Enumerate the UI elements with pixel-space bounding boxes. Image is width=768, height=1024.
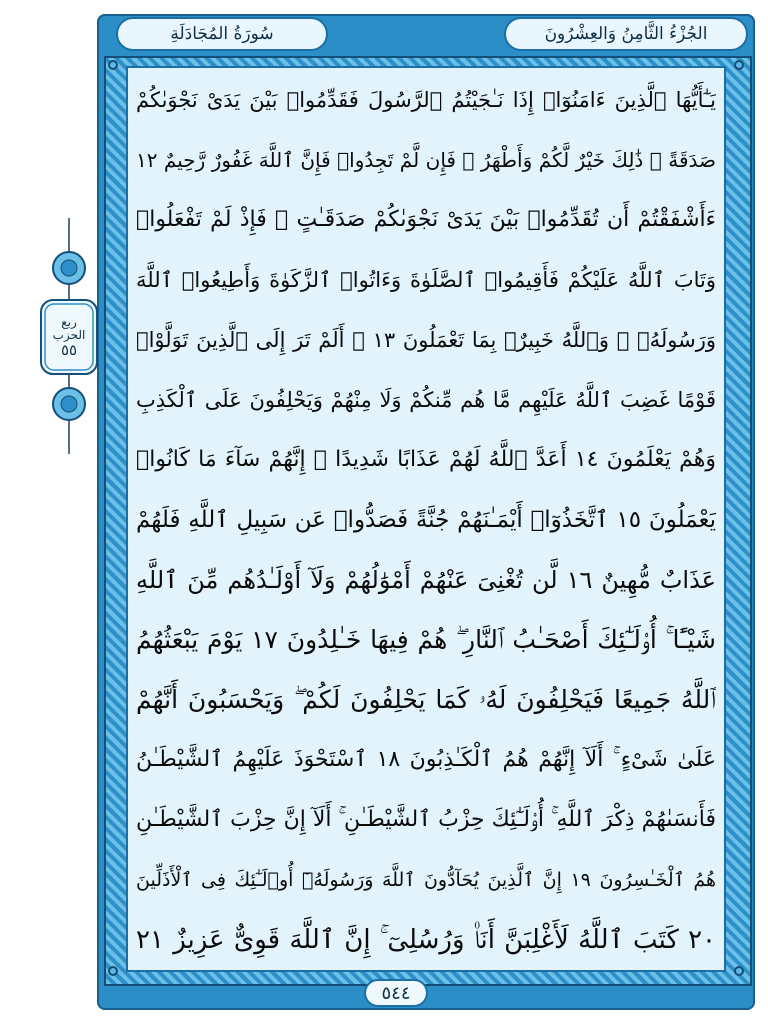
hizb-marker xyxy=(40,302,98,372)
corner-ornament-top-right xyxy=(734,60,744,70)
corner-ornament-bottom-right xyxy=(734,966,744,976)
verse-line-7: وَهُمْ يَعْلَمُونَ ١٤ أَعَدَّ ٱللَّهُ لَهُمْ عَذَابًا شَدِيدًا ۖ إِنَّهُمْ سَآءَ مَا كَانُوا۟ xyxy=(136,447,716,472)
verse-line-10: شَيْـًٔا ۚ أُو۟لَـٰٓئِكَ أَصْحَـٰبُ ٱلنَّارِ ۖ هُمْ فِيهَا خَـٰلِدُونَ ١٧ يَوْمَ يَبْعَثُهُمُ xyxy=(136,625,716,654)
verse-line-11: ٱللَّهُ جَمِيعًا فَيَحْلِفُونَ لَهُۥ كَمَا يَحْلِفُونَ لَكُمْ ۖ وَيَحْسَبُونَ أَنَّهُمْ xyxy=(136,685,716,714)
verse-line-14: هُمُ ٱلْخَـٰسِرُونَ ١٩ إِنَّ ٱلَّذِينَ يُحَآدُّونَ ٱللَّهَ وَرَسُولَهُۥٓ أُو۟لَـٰٓئِكَ فِى ٱلْأَذَلِّينَ xyxy=(136,869,716,891)
verse-line-12: عَلَىٰ شَىْءٍ ۚ أَلَآ إِنَّهُمْ هُمُ ٱلْكَـٰذِبُونَ ١٨ ٱسْتَحْوَذَ عَلَيْهِمُ ٱلشَّيْطَـٰنُ xyxy=(136,747,716,772)
hizb-label: الحزب xyxy=(52,327,86,342)
verse-line-8: يَعْمَلُونَ ١٥ ٱتَّخَذُوٓا۟ أَيْمَـٰنَهُمْ جُنَّةً فَصَدُّوا۟ عَن سَبِيلِ ٱللَّهِ فَلَهُمْ xyxy=(136,507,716,533)
verse-line-4: وَتَابَ ٱللَّهُ عَلَيْكُمْ فَأَقِيمُوا۟ ٱلصَّلَوٰةَ وَءَاتُوا۟ ٱلزَّكَوٰةَ وَأَطِيعُوا۟ ٱللَّهَ xyxy=(136,268,716,292)
corner-ornament-bottom-left xyxy=(108,966,118,976)
verse-line-1: يَـٰٓأَيُّهَا ٱلَّذِينَ ءَامَنُوٓا۟ إِذَا نَـٰجَيْتُمُ ٱلرَّسُولَ فَقَدِّمُوا۟ بَيْنَ يَدَىْ نَجْوَىٰكُمْ xyxy=(136,88,716,112)
verse-line-6: قَوْمًا غَضِبَ ٱللَّهُ عَلَيْهِم مَّا هُم مِّنكُمْ وَلَا مِنْهُمْ وَيَحْلِفُونَ عَلَى ٱلْكَذِبِ xyxy=(136,388,716,412)
verse-line-15: ٢٠ كَتَبَ ٱللَّهُ لَأَغْلِبَنَّ أَنَا۠ وَرُسُلِىٓ ۚ إِنَّ ٱللَّهَ قَوِىٌّ عَزِيزٌ ٢١ xyxy=(136,925,716,955)
surah-title: سُورَةُ المُجَادَلَةِ xyxy=(116,17,328,51)
verse-line-9: عَذَابٌ مُّهِينٌ ١٦ لَّن تُغْنِىَ عَنْهُمْ أَمْوَٰلُهُمْ وَلَآ أَوْلَـٰدُهُم مِّنَ ٱللَّهِ xyxy=(136,566,716,594)
hizb-number: ٥٥ xyxy=(60,340,78,359)
juz-title: الجُزْءُ الثَّامِنُ وَالعِشْرُونَ xyxy=(504,17,748,51)
verse-line-5: وَرَسُولَهُۥ ۚ وَٱللَّهُ خَبِيرٌۢ بِمَا تَعْمَلُونَ ١٣ ۞ أَلَمْ تَرَ إِلَى ٱلَّذِينَ تَوَلَّوْا۟ xyxy=(136,328,716,352)
verse-line-13: فَأَنسَىٰهُمْ ذِكْرَ ٱللَّهِ ۚ أُو۟لَـٰٓئِكَ حِزْبُ ٱلشَّيْطَـٰنِ ۚ أَلَآ إِنَّ حِزْبَ ٱلشَّيْطَـٰنِ xyxy=(136,807,716,832)
verse-line-2: صَدَقَةً ۚ ذَٰلِكَ خَيْرٌ لَّكُمْ وَأَطْهَرُ ۚ فَإِن لَّمْ تَجِدُوا۟ فَإِنَّ ٱللَّهَ غَفُورٌ رَّحِيمٌ ١٢ xyxy=(136,148,716,172)
page-number: ٥٤٤ xyxy=(364,979,428,1007)
corner-ornament-top-left xyxy=(108,60,118,70)
verse-line-3: ءَأَشْفَقْتُمْ أَن تُقَدِّمُوا۟ بَيْنَ يَدَىْ نَجْوَىٰكُمْ صَدَقَـٰتٍ ۚ فَإِذْ لَمْ تَفْعَلُوا۟ xyxy=(136,207,716,232)
hizb-quarter-label: ربع xyxy=(61,314,77,329)
